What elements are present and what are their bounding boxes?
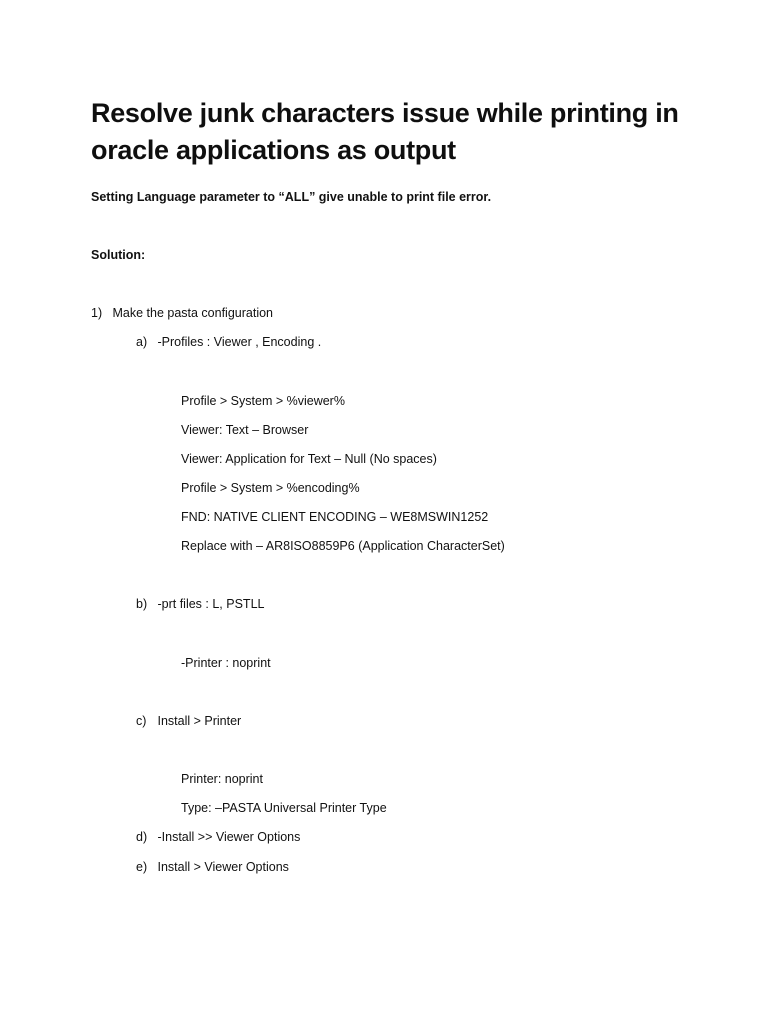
step-a-line-2: Viewer: Text – Browser [181, 423, 309, 437]
step-e [136, 859, 289, 875]
subtitle: Setting Language parameter to “ALL” give unable to print file error. [91, 190, 492, 204]
step-b-line-1: -Printer : noprint [181, 656, 271, 670]
step-c-letter: c) [136, 714, 147, 728]
step-1-number: 1) [91, 306, 103, 320]
solution-label: Solution: [91, 248, 146, 262]
step-1-text: Make the pasta configuration [112, 306, 274, 320]
step-a-text: -Profiles : Viewer , Encoding . [157, 335, 322, 349]
step-a-line-5: FND: NATIVE CLIENT ENCODING – WE8MSWIN1252 [181, 510, 489, 524]
step-e-text: Install > Viewer Options [157, 860, 289, 874]
step-c-line-2: Type: –PASTA Universal Printer Type [181, 801, 387, 815]
step-1 [91, 305, 273, 321]
step-c-line-1: Printer: noprint [181, 772, 263, 786]
step-b [136, 596, 264, 612]
step-a-line-4: Profile > System > %encoding% [181, 481, 360, 495]
step-a-line-3: Viewer: Application for Text – Null (No spaces) [181, 452, 437, 466]
step-a-letter: a) [136, 335, 148, 349]
step-a [136, 334, 321, 350]
step-c-text: Install > Printer [157, 714, 242, 728]
step-c [136, 713, 241, 729]
step-d-text: -Install >> Viewer Options [157, 830, 301, 844]
step-a-line-6: Replace with – AR8ISO8859P6 (Application CharacterSet) [181, 539, 505, 553]
step-d-letter: d) [136, 830, 148, 844]
step-a-line-1: Profile > System > %viewer% [181, 394, 345, 408]
step-e-letter: e) [136, 860, 148, 874]
step-b-text: -prt files : L, PSTLL [157, 597, 265, 611]
step-b-letter: b) [136, 597, 148, 611]
document-title: Resolve junk characters issue while printing in oracle applications as output [91, 98, 679, 165]
step-d [136, 829, 300, 845]
